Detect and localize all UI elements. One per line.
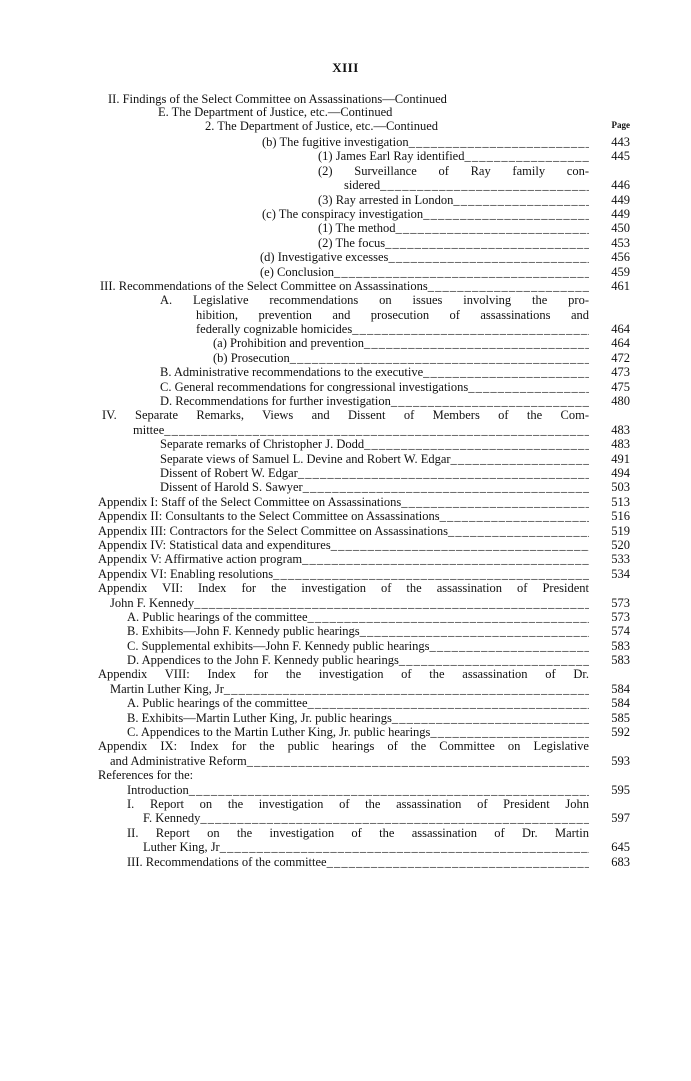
toc-entry-title: [127, 653, 589, 667]
toc-page-number: 573: [611, 595, 630, 610]
toc-entry: [0, 653, 691, 667]
toc-entry: [0, 538, 691, 552]
toc-entry: [0, 552, 691, 566]
toc-entry-title: [260, 265, 589, 279]
toc-page-number: 446: [611, 178, 630, 193]
dot-leader: [290, 351, 589, 365]
dot-leader: [308, 696, 589, 710]
dot-leader: [423, 207, 589, 221]
toc-entry-title: [213, 336, 589, 350]
toc-entry-title: [127, 639, 589, 653]
toc-entry-title: [110, 596, 589, 610]
toc-entry: [0, 783, 691, 797]
toc-entry-text: Separate views of Samuel L. Devine and Robert W. Edgar: [160, 451, 451, 466]
dot-leader: [273, 567, 589, 581]
toc-entry-title: [98, 524, 589, 538]
toc-entry-title: [160, 380, 589, 394]
toc-entry-text: Luther King, Jr: [143, 840, 220, 855]
toc-entry-title: [98, 567, 589, 581]
toc-page-number: 645: [611, 840, 630, 855]
toc-entry-title: [318, 236, 589, 250]
toc-entry-title: [127, 624, 589, 638]
toc-page-number: 573: [611, 609, 630, 624]
toc-entry-title: [344, 178, 589, 192]
toc-page-number: 516: [611, 509, 630, 524]
dot-leader: [401, 495, 589, 509]
toc-entry: [0, 193, 691, 207]
toc-entry-text: (3) Ray arrested in London: [318, 192, 454, 207]
toc-entry-text: II. Report on the investigation of the assassination of Dr. Martin: [127, 825, 589, 840]
toc-entry-title: [127, 711, 589, 725]
toc-entry-text: (2) The focus: [318, 235, 386, 250]
dot-leader: [360, 624, 589, 638]
toc-entry: [0, 768, 691, 782]
toc-entry: [0, 610, 691, 624]
dot-leader: [331, 538, 589, 552]
toc-entry-title: [196, 322, 589, 336]
toc-page-number: 683: [611, 854, 630, 869]
toc-entry-text: D. Appendices to the John F. Kennedy public hearings: [127, 653, 399, 668]
toc-entry-text: A. Public hearings of the committee: [127, 696, 308, 711]
toc-entry: [0, 178, 691, 192]
toc-entry-title: [160, 480, 589, 494]
dot-leader: [440, 509, 589, 523]
toc-entry-text: IV. Separate Remarks, Views and Dissent of Members of the Com-: [102, 408, 589, 423]
dot-leader: [194, 596, 589, 610]
toc-page-number: 592: [611, 725, 630, 740]
dot-leader: [392, 711, 589, 725]
toc-entry: [0, 696, 691, 710]
toc-page-number: 453: [611, 235, 630, 250]
toc-entry-text: (1) The method: [318, 221, 396, 236]
toc-entry-text: (e) Conclusion: [260, 264, 334, 279]
toc-entry-text: (c) The conspiracy investigation: [262, 206, 424, 221]
toc-entry-text: (b) Prosecution: [213, 350, 290, 365]
page-number: XIII: [332, 60, 359, 75]
toc-entry-title: [160, 293, 589, 307]
toc-page-number: 593: [611, 753, 630, 768]
toc-page-number: 459: [611, 264, 630, 279]
toc-entry-text: III. Recommendations of the committee: [127, 854, 327, 869]
toc-page-number: 445: [611, 149, 630, 164]
toc-entry: [0, 207, 691, 221]
toc-entry: [0, 639, 691, 653]
dot-leader: [303, 480, 589, 494]
toc-entry: [0, 351, 691, 365]
toc-entry-title: [100, 279, 589, 293]
toc-entry: [0, 322, 691, 336]
toc-page-number: 450: [611, 221, 630, 236]
toc-entry-text: Appendix IV: Statistical data and expenditures: [98, 537, 331, 552]
toc-entry-text: C. Supplemental exhibits—John F. Kennedy public hearings: [127, 638, 430, 653]
toc-entry-title: [318, 193, 589, 207]
toc-entry-title: [98, 495, 589, 509]
dot-leader: [448, 524, 589, 538]
dot-leader: [464, 149, 589, 163]
toc-page-number: 574: [611, 624, 630, 639]
toc-entry-text: Appendix VIII: Index for the investigation of the assassination of Dr.: [98, 667, 589, 682]
toc-entry: [0, 509, 691, 523]
toc-entry: [0, 739, 691, 753]
toc-entry-text: B. Administrative recommendations to the executive: [160, 365, 424, 380]
toc-entry: [0, 826, 691, 840]
dot-leader: [451, 452, 589, 466]
toc-page-number: 456: [611, 250, 630, 265]
toc-page-number: 597: [611, 811, 630, 826]
toc-entry-title: [260, 250, 589, 264]
toc-page-number: 483: [611, 437, 630, 452]
toc-entry-title: [127, 725, 589, 739]
toc-entry-text: (d) Investigative excesses: [260, 250, 389, 265]
toc-page-number: 491: [611, 451, 630, 466]
toc-entry: [0, 754, 691, 768]
toc-entry-text: Appendix III: Contractors for the Select Committee on Assassinations: [98, 523, 448, 538]
dot-leader: [391, 394, 589, 408]
toc-entry: [0, 221, 691, 235]
toc-entry: [0, 567, 691, 581]
toc-entry-text: Dissent of Harold S. Sawyer: [160, 480, 303, 495]
section-heading: II. Findings of the Select Committee on Assassinations—Continued: [108, 92, 447, 106]
dot-leader: [468, 380, 589, 394]
toc-page-number: 595: [611, 782, 630, 797]
toc-page-number: 584: [611, 681, 630, 696]
toc-entry: [0, 380, 691, 394]
toc-entry-text: (1) James Earl Ray identified: [318, 149, 465, 164]
toc-entry: [0, 524, 691, 538]
dot-leader: [380, 178, 589, 192]
toc-page-number: 461: [611, 278, 630, 293]
toc-entry-text: C. General recommendations for congressional investigations: [160, 379, 469, 394]
toc-entry: [0, 408, 691, 422]
dot-leader: [298, 466, 589, 480]
toc-entry-text: Separate remarks of Christopher J. Dodd: [160, 437, 365, 452]
subsection-heading: E. The Department of Justice, etc.—Continued: [158, 105, 393, 119]
toc-entry-title: [262, 135, 589, 149]
toc-entry-title: [127, 826, 589, 840]
toc-entry-text: Appendix VI: Enabling resolutions: [98, 566, 274, 581]
toc-page-number: 480: [611, 394, 630, 409]
dot-leader: [308, 610, 589, 624]
toc-entry-title: [196, 308, 589, 322]
toc-entry: [0, 624, 691, 638]
toc-entry-text: A. Legislative recommendations on issues involving the pro-: [160, 293, 589, 308]
toc-page-number: 494: [611, 465, 630, 480]
toc-entry-title: [143, 811, 589, 825]
dot-leader: [430, 725, 589, 739]
toc-entry: [0, 682, 691, 696]
toc-page-number: 520: [611, 537, 630, 552]
toc-entry-title: [318, 149, 589, 163]
toc-entry: [0, 265, 691, 279]
toc-entry-text: federally cognizable homicides: [196, 322, 353, 337]
toc-entry-title: [133, 423, 589, 437]
toc-entry-text: hibition, prevention and prosecution of assassinations and: [196, 307, 589, 322]
dot-leader: [200, 811, 589, 825]
toc-entry-title: [213, 351, 589, 365]
toc-entry: [0, 250, 691, 264]
toc-entry-title: [160, 365, 589, 379]
toc-page-number: 583: [611, 638, 630, 653]
toc-entry-text: D. Recommendations for further investigation: [160, 394, 391, 409]
dot-leader: [423, 365, 589, 379]
toc-entry-title: [127, 783, 589, 797]
dot-leader: [429, 639, 589, 653]
toc-entry-title: [98, 581, 589, 595]
dot-leader: [220, 840, 589, 854]
toc-entry: [0, 437, 691, 451]
toc-page-number: 473: [611, 365, 630, 380]
toc-entry-title: [160, 452, 589, 466]
subsubsection-heading: 2. The Department of Justice, etc.—Continued: [205, 119, 439, 133]
toc-entry: [0, 711, 691, 725]
toc-entry: [0, 855, 691, 869]
toc-entry-title: [262, 207, 589, 221]
toc-entry-text: Introduction: [127, 782, 189, 797]
toc-entry: [0, 149, 691, 163]
dot-leader: [364, 437, 589, 451]
toc-entry-title: [98, 739, 589, 753]
toc-page-number: 449: [611, 192, 630, 207]
toc-entry-text: Martin Luther King, Jr: [110, 681, 224, 696]
toc-entry-title: [160, 394, 589, 408]
toc-entry-title: [318, 221, 589, 235]
toc-page-number: 583: [611, 653, 630, 668]
toc-entry: [0, 236, 691, 250]
toc-entry-text: Appendix I: Staff of the Select Committee on Assassinations: [98, 494, 402, 509]
toc-entry: [0, 308, 691, 322]
dot-leader: [334, 265, 589, 279]
toc-entry-text: Dissent of Robert W. Edgar: [160, 465, 298, 480]
toc-page-number: 472: [611, 350, 630, 365]
toc-entry-text: Appendix II: Consultants to the Select Committee on Assassinations: [98, 509, 440, 524]
toc-entry: [0, 365, 691, 379]
toc-entry-text: Appendix IX: Index for the public hearings of the Committee on Legislative: [98, 739, 589, 754]
toc-entry-text: F. Kennedy: [143, 811, 201, 826]
toc-page-number: 519: [611, 523, 630, 538]
toc-entry-title: [98, 538, 589, 552]
toc-entry-title: [160, 437, 589, 451]
toc-entry: [0, 164, 691, 178]
toc-entry-text: Appendix V: Affirmative action program: [98, 552, 303, 567]
toc-entry: [0, 596, 691, 610]
toc-entry-text: (a) Prohibition and prevention: [213, 336, 365, 351]
toc-entry-text: John F. Kennedy: [110, 595, 195, 610]
dot-leader: [409, 135, 589, 149]
toc-entry-title: [127, 797, 589, 811]
toc-entry-text: C. Appendices to the Martin Luther King, Jr. public hearings: [127, 725, 431, 740]
toc-entry-text: (b) The fugitive investigation: [262, 135, 409, 149]
dot-leader: [396, 221, 589, 235]
toc-entry-text: mittee: [133, 422, 165, 437]
toc-entry: [0, 394, 691, 408]
toc-entry: [0, 423, 691, 437]
dot-leader: [364, 336, 589, 350]
toc-entry-title: [110, 754, 589, 768]
dot-leader: [327, 855, 589, 869]
toc-entry-title: [160, 466, 589, 480]
toc-entry: [0, 466, 691, 480]
toc-entry: [0, 480, 691, 494]
toc-entry-text: Appendix VII: Index for the investigation of the assassination of President: [98, 581, 589, 596]
toc-page-number: 464: [611, 322, 630, 337]
toc-entry-title: [318, 164, 589, 178]
dot-leader: [399, 653, 589, 667]
toc-entry: [0, 135, 691, 149]
toc-entry-title: [127, 855, 589, 869]
toc-entry-title: [127, 696, 589, 710]
toc-page-number: 475: [611, 379, 630, 394]
toc-page-number: 449: [611, 206, 630, 221]
dot-leader: [385, 236, 589, 250]
dot-leader: [247, 754, 589, 768]
toc-entry: [0, 840, 691, 854]
dot-leader: [302, 552, 589, 566]
toc-entry: [0, 336, 691, 350]
toc-entry: [0, 495, 691, 509]
toc-page-number: 584: [611, 696, 630, 711]
dot-leader: [453, 193, 589, 207]
toc-page-number: 513: [611, 494, 630, 509]
dot-leader: [428, 279, 589, 293]
toc-entry-text: References for the:: [98, 768, 194, 783]
toc-page-number: 533: [611, 552, 630, 567]
toc-entry-title: [127, 610, 589, 624]
toc-page-number: 483: [611, 422, 630, 437]
toc-entry-title: [98, 667, 589, 681]
toc-entry-text: I. Report on the investigation of the assassination of President John: [127, 796, 589, 811]
toc-entry: [0, 725, 691, 739]
toc-entry-title: [98, 768, 589, 782]
toc-entry-text: and Administrative Reform: [110, 753, 247, 768]
toc-entry-text: sidered: [344, 178, 381, 193]
toc-entry: [0, 811, 691, 825]
toc-entry: [0, 581, 691, 595]
dot-leader: [388, 250, 589, 264]
toc-page-number: 464: [611, 336, 630, 351]
dot-leader: [352, 322, 589, 336]
toc-entry: [0, 279, 691, 293]
dot-leader: [189, 783, 589, 797]
toc-entry-text: B. Exhibits—John F. Kennedy public hearings: [127, 624, 360, 639]
toc-entry-text: III. Recommendations of the Select Committee on Assassinations: [100, 278, 428, 293]
toc-entry: [0, 452, 691, 466]
table-of-contents: [0, 135, 691, 869]
dot-leader: [224, 682, 589, 696]
page-column-label: Page: [611, 120, 630, 130]
toc-entry: [0, 797, 691, 811]
toc-page-number: 443: [611, 135, 630, 149]
toc-entry-title: [143, 840, 589, 854]
toc-entry-title: [110, 682, 589, 696]
toc-entry: [0, 293, 691, 307]
toc-page-number: 585: [611, 710, 630, 725]
toc-entry: [0, 667, 691, 681]
toc-entry-title: [98, 552, 589, 566]
toc-entry-text: (2) Surveillance of Ray family con-: [318, 163, 589, 178]
dot-leader: [164, 423, 589, 437]
toc-page-number: 534: [611, 566, 630, 581]
toc-entry-title: [102, 408, 589, 422]
toc-entry-title: [98, 509, 589, 523]
toc-entry-text: A. Public hearings of the committee: [127, 609, 308, 624]
toc-entry-text: B. Exhibits—Martin Luther King, Jr. public hearings: [127, 710, 392, 725]
toc-page-number: 503: [611, 480, 630, 495]
